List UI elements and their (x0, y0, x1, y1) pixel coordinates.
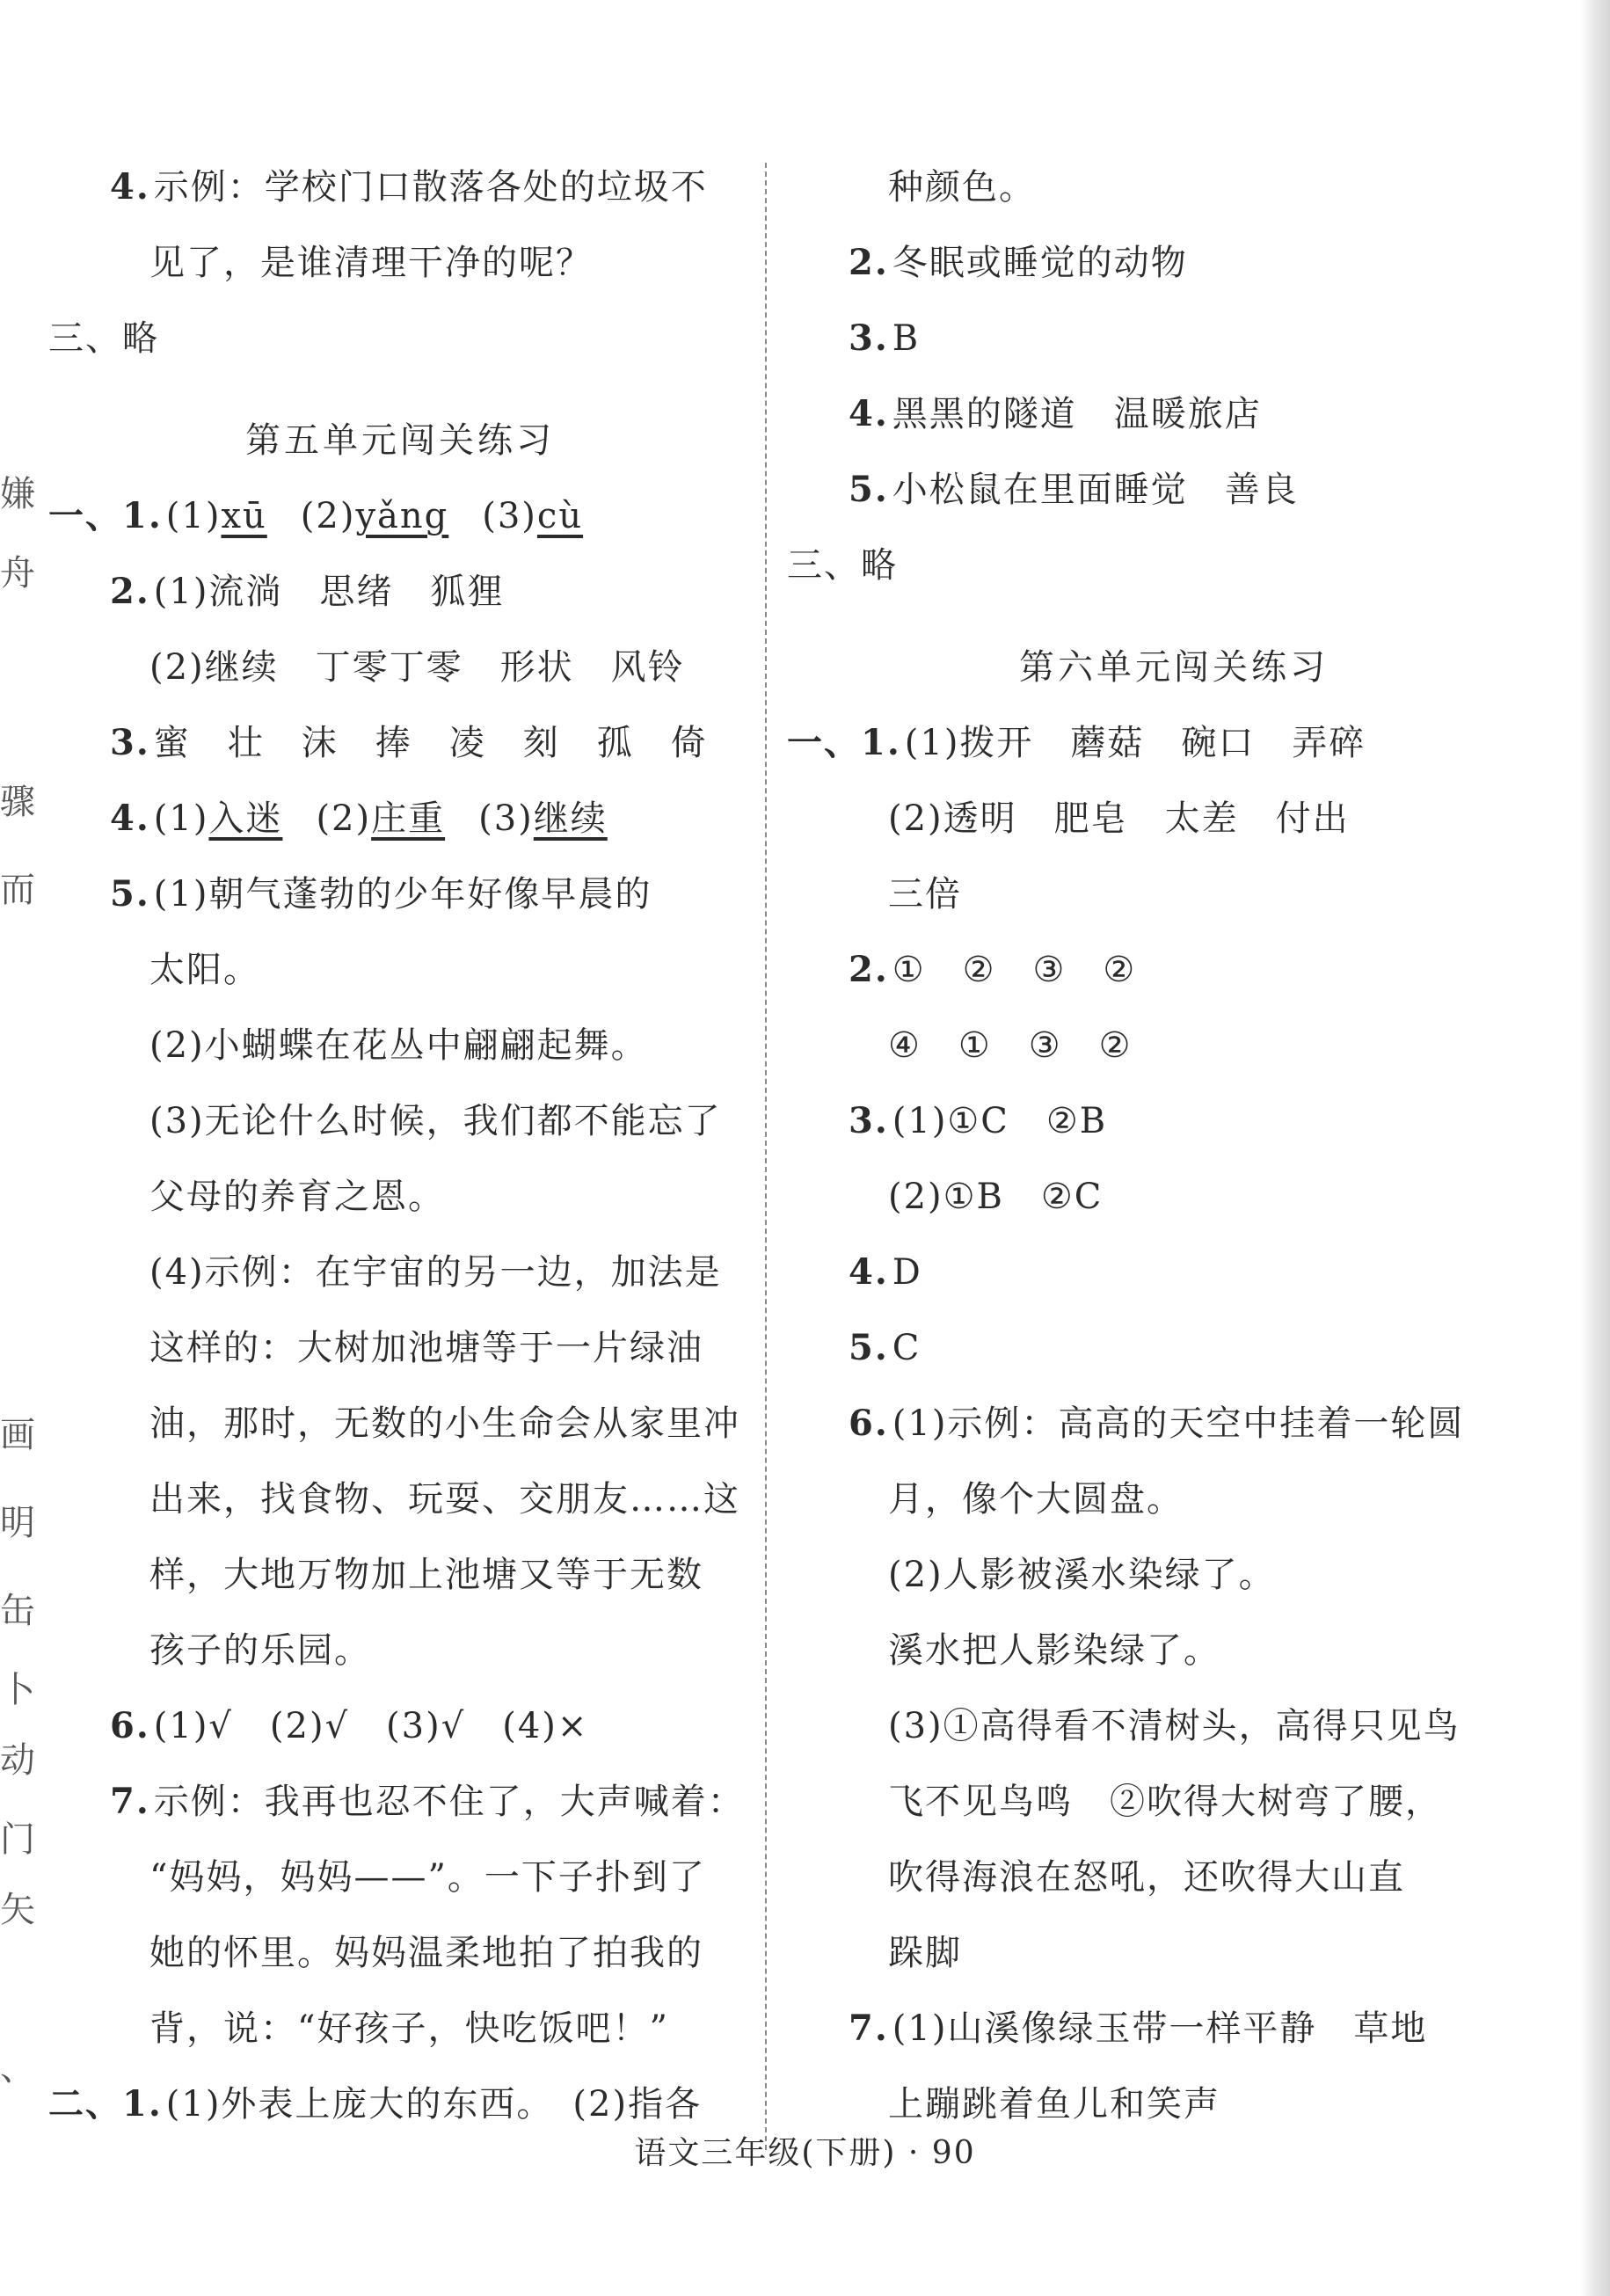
answer-line: 溪水把人影染绿了。 (888, 1630, 1220, 1671)
answer-line: 这样的：大树加池塘等于一片绿油 (149, 1328, 703, 1368)
answer-line: 2. (1)流淌 思绪 狐狸 (110, 571, 505, 612)
answer-line: 出来，找食物、玩耍、交朋友……这 (149, 1479, 740, 1520)
answer-line: 7. (1)山溪像绿玉带一样平静 草地 (849, 2008, 1428, 2049)
section-line: 三、略 (48, 318, 159, 359)
left-column (48, 149, 752, 2142)
bleed-char: 而 (0, 870, 35, 910)
answer-line: 三倍 (888, 874, 962, 915)
answer-line: 4. D (849, 1251, 922, 1293)
answer-line: (3)①高得看不清树头，高得只见鸟 (888, 1706, 1461, 1746)
answer-line: 6. (1)√ (2)√ (3)√ (4)× (110, 1705, 589, 1746)
answer-line: 3. (1)①C ②B (849, 1100, 1108, 1141)
bleed-char: 明 (0, 1503, 35, 1543)
bleed-char: 缶 (0, 1591, 35, 1631)
column-divider (765, 163, 769, 2150)
bleed-char: 门 (0, 1819, 35, 1860)
answer-line: 3. B (849, 317, 921, 359)
answer-line: 吹得海浪在怒吼，还吹得大山直 (888, 1857, 1405, 1898)
answer-line: 见了，是谁清理干净的呢？ (149, 243, 593, 283)
answer-line: 2. ① ② ③ ② (849, 949, 1137, 990)
bleed-char: 矢 (0, 1890, 35, 1930)
page-footer: 语文三年级(下册) · 90 (634, 2135, 976, 2171)
bleed-char: 画 (0, 1415, 35, 1455)
answer-line: 6. (1)示例：高高的天空中挂着一轮圆 (849, 1403, 1465, 1444)
answer-line: 5. C (849, 1327, 922, 1368)
answer-line: 孩子的乐园。 (149, 1630, 371, 1671)
answer-line: 5. 小松鼠在里面睡觉 善良 (849, 469, 1299, 510)
page-edge-shadow (1580, 0, 1610, 2296)
answer-line: (2)继续 丁零丁零 形状 风铃 (149, 647, 685, 688)
bleed-char: 舟 (0, 553, 35, 594)
answer-line: “妈妈，妈妈——”。一下子扑到了 (149, 1857, 706, 1898)
answer-line: 一、1. (1)xū (2)yǎng (3)cù (48, 495, 584, 536)
bleed-char: 嫌 (0, 474, 35, 514)
answer-line: 太阳。 (149, 950, 260, 990)
answer-line: ④ ① ③ ② (888, 1025, 1133, 1066)
answer-line: (2)①B ②C (888, 1177, 1104, 1217)
answer-line: 3. 蜜 壮 沫 捧 凌 刻 孤 倚 (110, 722, 708, 763)
answer-line: (2)人影被溪水染绿了。 (888, 1555, 1276, 1595)
adjacent-page-bleed (0, 0, 35, 2296)
bleed-char: 骤 (0, 782, 35, 822)
answer-line: 7. 示例：我再也忍不住了，大声喊着： (110, 1781, 745, 1822)
answer-line: 月，像个大圆盘。 (888, 1479, 1184, 1520)
unit6-title: 第六单元闯关练习 (1019, 647, 1329, 688)
answer-line: 一、1. (1)拨开 蘑菇 碗口 弄碎 (787, 722, 1366, 763)
answer-line: 样，大地万物加上池塘又等于无数 (149, 1555, 703, 1595)
answer-line: (4)示例：在宇宙的另一边，加法是 (149, 1252, 722, 1293)
answer-line: 5. (1)朝气蓬勃的少年好像早晨的 (110, 873, 652, 915)
right-column (787, 149, 1561, 2142)
answer-line: 4. (1)入迷 (2)庄重 (3)继续 (110, 798, 608, 839)
answer-line: 上蹦跳着鱼儿和笑声 (888, 2084, 1220, 2125)
answer-line: 二、1. (1)外表上庞大的东西。 (2)指各 (48, 2083, 703, 2125)
answer-line: 飞不见鸟鸣 ②吹得大树弯了腰， (888, 1782, 1442, 1822)
answer-line: 父母的养育之恩。 (149, 1177, 445, 1217)
bleed-char: 卜 (0, 1670, 35, 1710)
answer-line: 4. 黑黑的隧道 温暖旅店 (849, 393, 1262, 434)
answer-line: 4. 示例：学校门口散落各处的垃圾不 (110, 166, 708, 208)
section-line: 三、略 (787, 545, 898, 586)
bleed-char: 动 (0, 1740, 35, 1781)
answer-line: 油，那时，无数的小生命会从家里冲 (149, 1403, 740, 1444)
unit5-title: 第五单元闯关练习 (245, 420, 555, 461)
answer-line: (3)无论什么时候，我们都不能忘了 (149, 1101, 722, 1141)
answer-line: 种颜色。 (888, 167, 1036, 208)
answer-line: 背，说：“好孩子，快吃饭吧！” (149, 2008, 669, 2049)
answer-line: 她的怀里。妈妈温柔地拍了拍我的 (149, 1933, 703, 1973)
answer-line: (2)小蝴蝶在花丛中翩翩起舞。 (149, 1025, 648, 1066)
bleed-char: 、 (0, 2048, 35, 2088)
answer-line: 2. 冬眠或睡觉的动物 (849, 242, 1188, 283)
answer-line: (2)透明 肥皂 太差 付出 (888, 798, 1350, 839)
answer-line: 跺脚 (888, 1933, 962, 1973)
